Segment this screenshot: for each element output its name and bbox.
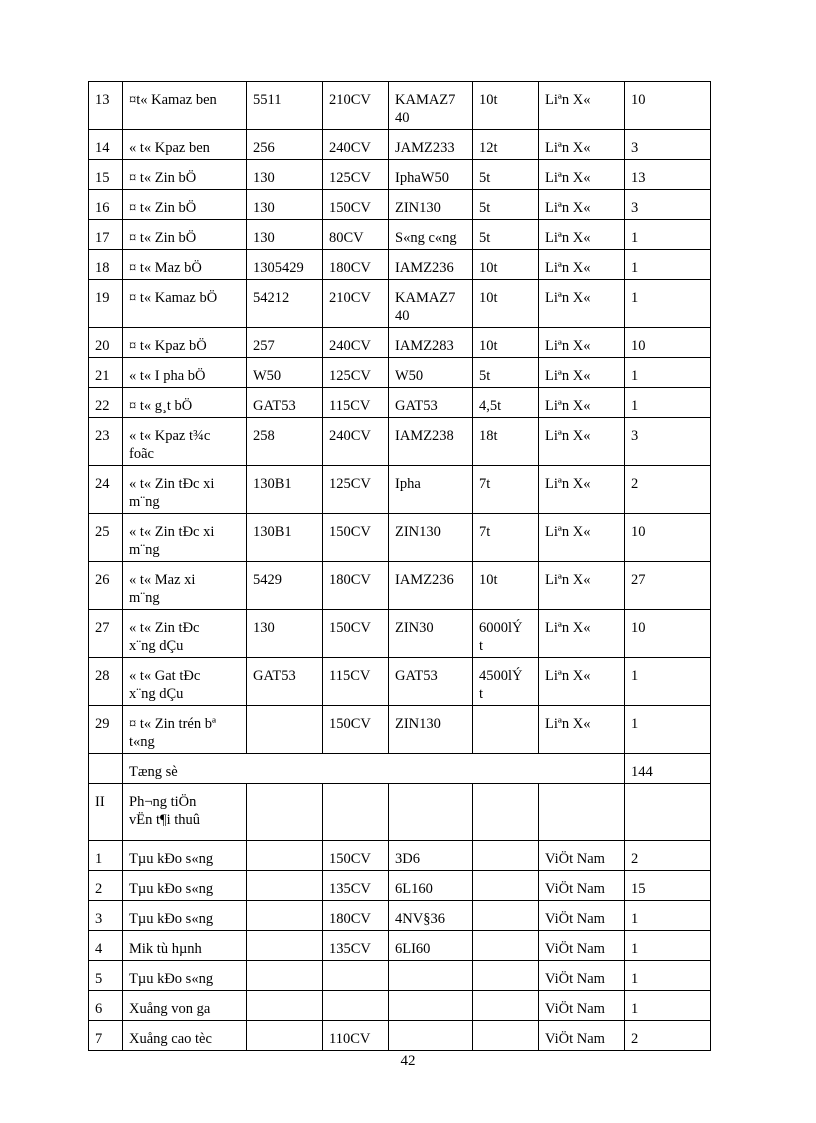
cell-no: 19 (89, 280, 123, 328)
cell-load (473, 1021, 539, 1051)
cell-origin: Liªn X« (539, 706, 625, 754)
cell-engine: JAMZ233 (389, 130, 473, 160)
table-row (89, 658, 711, 706)
cell-no: 22 (89, 388, 123, 418)
cell-name: « t« Maz xi m¨ng (123, 562, 247, 610)
cell-qty: 1 (625, 388, 711, 418)
table-row (89, 931, 711, 961)
cell-no: 17 (89, 220, 123, 250)
page-number: 42 (400, 1053, 416, 1069)
cell-origin: Liªn X« (539, 658, 625, 706)
cell-qty: 10 (625, 82, 711, 130)
cell-engine: KAMAZ7 40 (389, 280, 473, 328)
cell-no: 3 (89, 901, 123, 931)
cell-model: 130 (247, 610, 323, 658)
cell-model (247, 841, 323, 871)
cell-model (247, 871, 323, 901)
cell-load: 6000lÝ t (473, 610, 539, 658)
cell-origin: ViÖt Nam (539, 901, 625, 931)
section-qty (625, 784, 711, 841)
cell-load: 7t (473, 466, 539, 514)
cell-name: Xuång cao tèc (123, 1021, 247, 1051)
cell-qty: 2 (625, 466, 711, 514)
section-origin (539, 784, 625, 841)
cell-name: « t« Zin tÐc xi m¨ng (123, 514, 247, 562)
cell-no: 7 (89, 1021, 123, 1051)
cell-load (473, 841, 539, 871)
cell-power: 150CV (323, 514, 389, 562)
cell-power: 150CV (323, 190, 389, 220)
cell-no: 20 (89, 328, 123, 358)
cell-origin: ViÖt Nam (539, 841, 625, 871)
cell-no: 6 (89, 991, 123, 1021)
cell-origin: ViÖt Nam (539, 991, 625, 1021)
cell-no: 15 (89, 160, 123, 190)
cell-power: 135CV (323, 931, 389, 961)
cell-model: 5429 (247, 562, 323, 610)
table-row (89, 562, 711, 610)
cell-load: 10t (473, 562, 539, 610)
cell-origin: ViÖt Nam (539, 961, 625, 991)
table-row (89, 220, 711, 250)
table-row (89, 250, 711, 280)
cell-engine (389, 961, 473, 991)
cell-model: 130 (247, 190, 323, 220)
table-row (89, 130, 711, 160)
cell-no: 24 (89, 466, 123, 514)
cell-power: 125CV (323, 160, 389, 190)
cell-load: 10t (473, 280, 539, 328)
cell-name: ¤ t« Maz bÖ (123, 250, 247, 280)
cell-name: ¤ t« Zin bÖ (123, 220, 247, 250)
cell-origin: Liªn X« (539, 610, 625, 658)
cell-engine: W50 (389, 358, 473, 388)
cell-engine: IAMZ236 (389, 250, 473, 280)
cell-no: 26 (89, 562, 123, 610)
cell-qty: 10 (625, 514, 711, 562)
cell-engine: 4NV§36 (389, 901, 473, 931)
cell-power: 150CV (323, 841, 389, 871)
cell-model: 257 (247, 328, 323, 358)
cell-load (473, 706, 539, 754)
cell-no: 4 (89, 931, 123, 961)
cell-model (247, 901, 323, 931)
cell-power: 150CV (323, 706, 389, 754)
cell-no: 14 (89, 130, 123, 160)
cell-load (473, 871, 539, 901)
cell-qty: 1 (625, 658, 711, 706)
cell-qty: 1 (625, 706, 711, 754)
cell-name: ¤ t« Zin bÖ (123, 160, 247, 190)
cell-origin: Liªn X« (539, 514, 625, 562)
table-row (89, 388, 711, 418)
cell-engine: IAMZ236 (389, 562, 473, 610)
cell-engine (389, 1021, 473, 1051)
cell-name: ¤ t« Zin bÖ (123, 190, 247, 220)
cell-power (323, 991, 389, 1021)
cell-model (247, 961, 323, 991)
cell-power: 240CV (323, 418, 389, 466)
cell-model: 54212 (247, 280, 323, 328)
cell-qty: 27 (625, 562, 711, 610)
cell-name: Tµu kÐo s«ng (123, 901, 247, 931)
cell-engine: 3D6 (389, 841, 473, 871)
cell-no: 27 (89, 610, 123, 658)
table-row (89, 82, 711, 130)
cell-qty: 1 (625, 991, 711, 1021)
cell-model: 130 (247, 220, 323, 250)
cell-load: 7t (473, 514, 539, 562)
cell-qty: 1 (625, 931, 711, 961)
cell-origin: ViÖt Nam (539, 931, 625, 961)
cell-load: 5t (473, 220, 539, 250)
cell-engine: 6L160 (389, 871, 473, 901)
cell-name: Tµu kÐo s«ng (123, 871, 247, 901)
cell-power: 150CV (323, 610, 389, 658)
cell-no: 16 (89, 190, 123, 220)
table-row (89, 1021, 711, 1051)
cell-origin: Liªn X« (539, 220, 625, 250)
cell-name: Tµu kÐo s«ng (123, 841, 247, 871)
cell-load (473, 961, 539, 991)
cell-power: 125CV (323, 358, 389, 388)
cell-power: 180CV (323, 250, 389, 280)
cell-name: « t« Kpaz ben (123, 130, 247, 160)
cell-engine: IAMZ283 (389, 328, 473, 358)
cell-name: Xuång von ga (123, 991, 247, 1021)
cell-load: 12t (473, 130, 539, 160)
cell-engine: ZIN130 (389, 190, 473, 220)
cell-name: « t« I pha bÖ (123, 358, 247, 388)
cell-model (247, 1021, 323, 1051)
section-load (473, 784, 539, 841)
cell-name: ¤ t« Kamaz bÖ (123, 280, 247, 328)
table-row (89, 358, 711, 388)
cell-qty: 1 (625, 220, 711, 250)
table-row (89, 610, 711, 658)
cell-model: 130 (247, 160, 323, 190)
cell-power: 180CV (323, 562, 389, 610)
cell-power: 135CV (323, 871, 389, 901)
cell-power: 115CV (323, 388, 389, 418)
table-row (89, 190, 711, 220)
cell-load: 10t (473, 250, 539, 280)
cell-model: 256 (247, 130, 323, 160)
cell-model: 258 (247, 418, 323, 466)
cell-model (247, 706, 323, 754)
cell-model (247, 991, 323, 1021)
table-row (89, 961, 711, 991)
cell-origin: Liªn X« (539, 418, 625, 466)
cell-qty: 1 (625, 250, 711, 280)
cell-origin: Liªn X« (539, 250, 625, 280)
section-model (247, 784, 323, 841)
cell-qty: 1 (625, 961, 711, 991)
cell-name: « t« Kpaz t¾c foãc (123, 418, 247, 466)
cell-load: 5t (473, 160, 539, 190)
cell-engine: Ipha (389, 466, 473, 514)
cell-origin: Liªn X« (539, 160, 625, 190)
cell-no: 1 (89, 841, 123, 871)
cell-engine: GAT53 (389, 658, 473, 706)
cell-model: GAT53 (247, 388, 323, 418)
cell-qty: 1 (625, 280, 711, 328)
cell-qty: 1 (625, 358, 711, 388)
cell-model: GAT53 (247, 658, 323, 706)
cell-load: 4500lÝ t (473, 658, 539, 706)
cell-model: 130B1 (247, 466, 323, 514)
cell-origin: Liªn X« (539, 130, 625, 160)
cell-qty: 10 (625, 328, 711, 358)
cell-qty: 10 (625, 610, 711, 658)
cell-load: 5t (473, 358, 539, 388)
cell-no: 2 (89, 871, 123, 901)
cell-engine: IphaW50 (389, 160, 473, 190)
cell-origin: Liªn X« (539, 388, 625, 418)
cell-engine: ZIN130 (389, 514, 473, 562)
cell-origin: Liªn X« (539, 562, 625, 610)
cell-qty: 15 (625, 871, 711, 901)
cell-power: 180CV (323, 901, 389, 931)
cell-name: « t« Zin tÐc x¨ng dÇu (123, 610, 247, 658)
cell-power: 115CV (323, 658, 389, 706)
cell-power: 210CV (323, 82, 389, 130)
total-qty: 144 (625, 754, 711, 784)
cell-model: 5511 (247, 82, 323, 130)
cell-qty: 1 (625, 901, 711, 931)
cell-engine (389, 991, 473, 1021)
cell-power (323, 961, 389, 991)
total-label: Tæng sè (123, 754, 625, 784)
table-row (89, 160, 711, 190)
cell-name: « t« Zin tÐc xi m¨ng (123, 466, 247, 514)
cell-name: Tµu kÐo s«ng (123, 961, 247, 991)
cell-load: 4,5t (473, 388, 539, 418)
cell-origin: Liªn X« (539, 466, 625, 514)
cell-power: 210CV (323, 280, 389, 328)
section-no: II (89, 784, 123, 841)
section-power (323, 784, 389, 841)
section-name: Ph¬ng tiÖn vËn t¶i thuû (123, 784, 247, 841)
cell-model: W50 (247, 358, 323, 388)
cell-power: 240CV (323, 328, 389, 358)
cell-load: 10t (473, 82, 539, 130)
cell-power: 80CV (323, 220, 389, 250)
section-engine (389, 784, 473, 841)
cell-engine: S«ng c«ng (389, 220, 473, 250)
cell-model: 130B1 (247, 514, 323, 562)
cell-no: 25 (89, 514, 123, 562)
cell-qty: 3 (625, 190, 711, 220)
cell-power: 125CV (323, 466, 389, 514)
cell-qty: 2 (625, 1021, 711, 1051)
cell-origin: ViÖt Nam (539, 1021, 625, 1051)
table-row (89, 514, 711, 562)
total-row (89, 754, 711, 784)
cell-origin: Liªn X« (539, 328, 625, 358)
table-row (89, 871, 711, 901)
cell-no: 28 (89, 658, 123, 706)
cell-name: ¤t« Kamaz ben (123, 82, 247, 130)
cell-no: 13 (89, 82, 123, 130)
cell-engine: ZIN130 (389, 706, 473, 754)
cell-name: ¤ t« Kpaz bÖ (123, 328, 247, 358)
cell-model: 1305429 (247, 250, 323, 280)
cell-name: ¤ t« Zin trén bª t«ng (123, 706, 247, 754)
vehicle-table (88, 81, 711, 1051)
cell-no: 29 (89, 706, 123, 754)
section-row (89, 784, 711, 841)
cell-name: « t« Gat tÐc x¨ng dÇu (123, 658, 247, 706)
cell-engine: 6LI60 (389, 931, 473, 961)
cell-engine: GAT53 (389, 388, 473, 418)
cell-load: 10t (473, 328, 539, 358)
cell-engine: KAMAZ7 40 (389, 82, 473, 130)
cell-origin: Liªn X« (539, 280, 625, 328)
cell-qty: 13 (625, 160, 711, 190)
cell-qty: 3 (625, 130, 711, 160)
cell-origin: Liªn X« (539, 190, 625, 220)
cell-load: 18t (473, 418, 539, 466)
cell-load (473, 901, 539, 931)
table-row (89, 841, 711, 871)
cell-no: 5 (89, 961, 123, 991)
table-row (89, 706, 711, 754)
cell-name: ¤ t« g¸t bÖ (123, 388, 247, 418)
cell-power: 240CV (323, 130, 389, 160)
table-row (89, 328, 711, 358)
cell-qty: 3 (625, 418, 711, 466)
cell-qty: 2 (625, 841, 711, 871)
cell-model (247, 931, 323, 961)
table-row (89, 991, 711, 1021)
table-row (89, 418, 711, 466)
cell-origin: Liªn X« (539, 358, 625, 388)
cell-load: 5t (473, 190, 539, 220)
cell-load (473, 931, 539, 961)
cell-no: 23 (89, 418, 123, 466)
cell-name: Mik tù hµnh (123, 931, 247, 961)
table-row (89, 466, 711, 514)
table-row (89, 901, 711, 931)
cell-no (89, 754, 123, 784)
cell-no: 18 (89, 250, 123, 280)
cell-origin: Liªn X« (539, 82, 625, 130)
cell-load (473, 991, 539, 1021)
cell-engine: IAMZ238 (389, 418, 473, 466)
cell-no: 21 (89, 358, 123, 388)
cell-engine: ZIN30 (389, 610, 473, 658)
table-row (89, 280, 711, 328)
cell-origin: ViÖt Nam (539, 871, 625, 901)
cell-power: 110CV (323, 1021, 389, 1051)
